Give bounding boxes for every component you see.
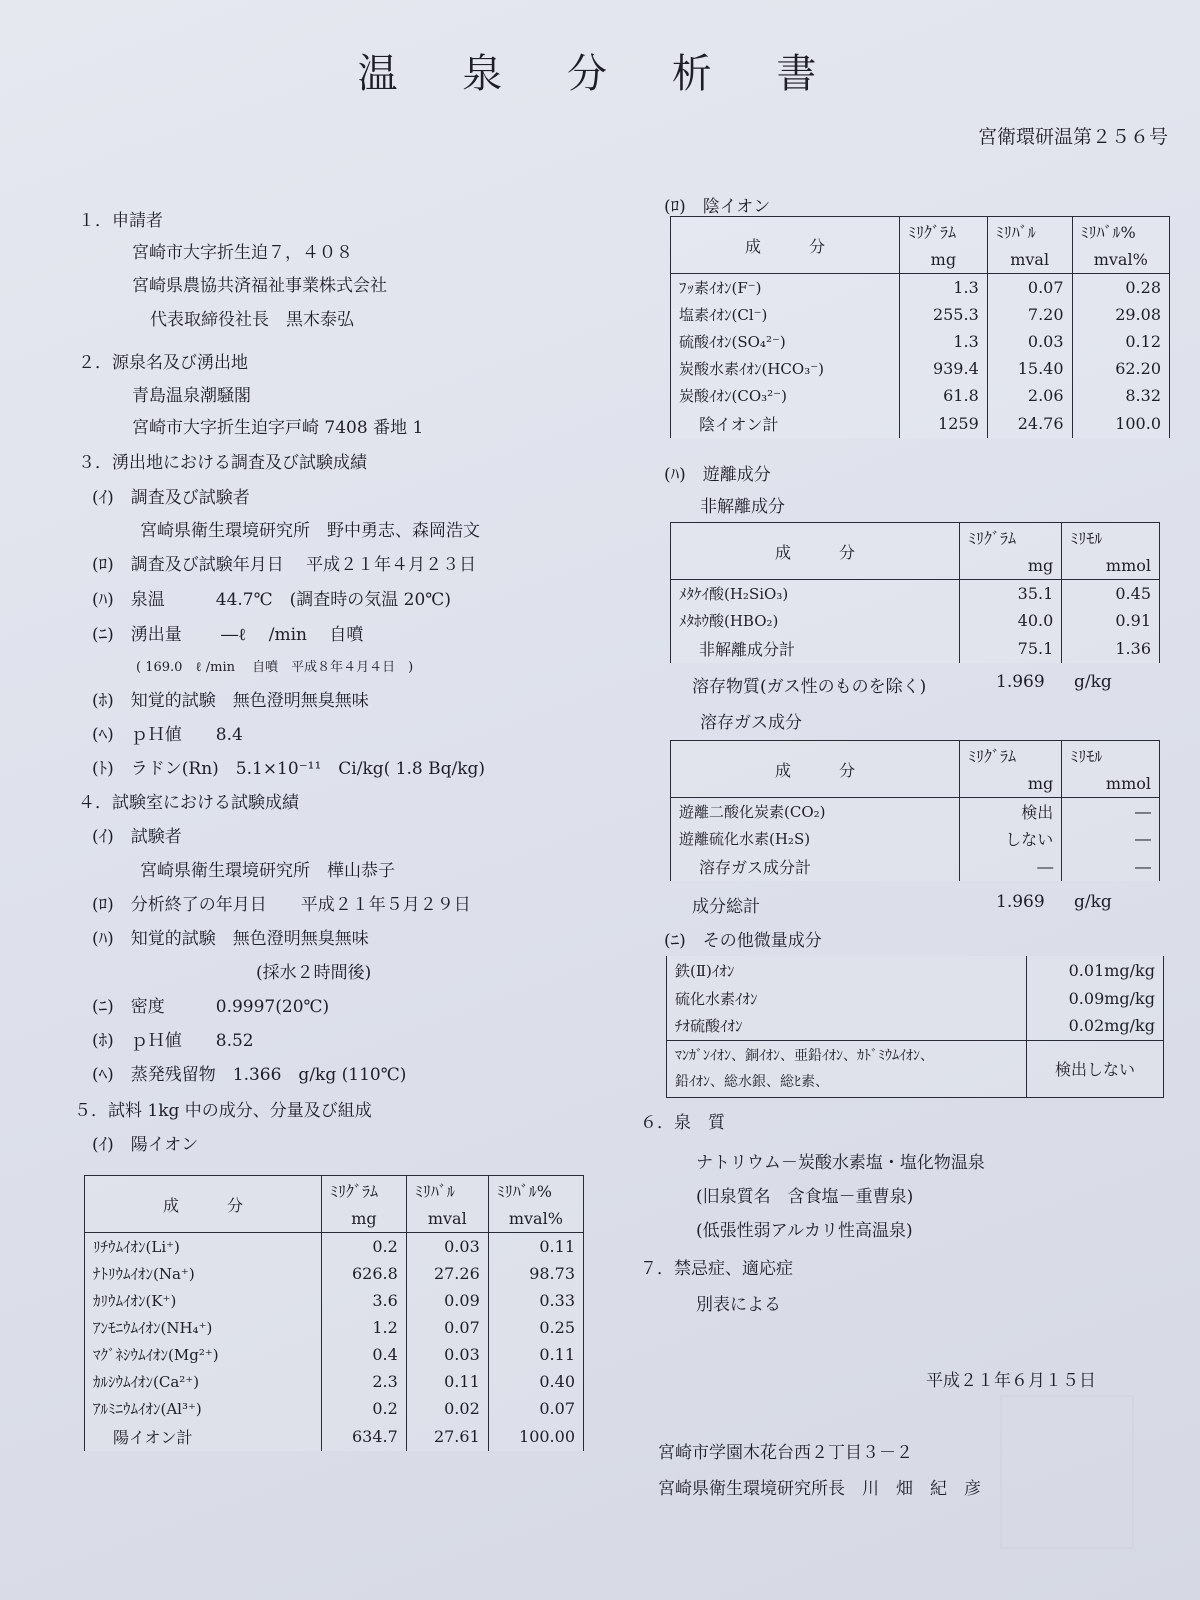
component-name: ｱﾝﾓﾆｳﾑｲｵﾝ(NH₄⁺) — [85, 1314, 322, 1341]
spring-quality: ナトリウム－炭酸水素塩・塩化物温泉 — [696, 1153, 985, 1173]
anion-table — [670, 216, 1170, 438]
spring-quality-class: (低張性弱アルカリ性高温泉) — [696, 1221, 913, 1241]
col-mmol: mmol — [1062, 551, 1160, 580]
applicant-representative: 代表取締役社長 黒木泰弘 — [150, 310, 354, 330]
col-component: 成 分 — [85, 1176, 322, 1233]
total-pct: 100.0 — [1072, 409, 1169, 438]
component-name: ﾌｯ素ｲｵﾝ(F⁻) — [671, 274, 900, 301]
dissolved-solids-value: 1.969 — [996, 672, 1045, 692]
value-mmol: 0.91 — [1062, 607, 1160, 634]
trace-value: 0.09mg/kg — [1027, 984, 1164, 1012]
table-row — [85, 1287, 584, 1314]
trace-undetected-value: 検出しない — [1027, 1040, 1164, 1097]
issuer-address: 宮崎市学園木花台西２丁目３－２ — [658, 1443, 913, 1463]
value-mval: 2.06 — [987, 382, 1072, 409]
component-name: 塩素ｲｵﾝ(Cl⁻) — [671, 301, 900, 328]
dissolved-gas-table — [670, 740, 1160, 881]
col-mval: mval — [987, 245, 1072, 274]
s4-sensory-note: (採水２時間後) — [256, 963, 372, 983]
cation-table — [84, 1175, 584, 1451]
value-pct: 62.20 — [1072, 355, 1169, 382]
col-mg-top: ﾐﾘｸﾞﾗﾑ — [960, 523, 1062, 552]
s3-investigator-value: 宮崎県衛生環境研究所 野中勇志、森岡浩文 — [140, 521, 480, 541]
source-name: 青島温泉潮騒閣 — [132, 386, 251, 406]
value-mg: 1.3 — [900, 274, 988, 301]
component-name: 炭酸水素ｲｵﾝ(HCO₃⁻) — [671, 355, 900, 382]
s4-evaporation-residue: (ﾍ) 蒸発残留物 1.366 g/kg (110℃) — [92, 1065, 407, 1085]
component-name: ﾒﾀｹｲ酸(H₂SiO₃) — [671, 580, 960, 607]
s4-ph-value: (ﾎ) ｐＨ値 8.52 — [92, 1031, 254, 1051]
value-mg: 0.4 — [322, 1341, 407, 1368]
dissolved-gas-label: 溶存ガス成分 — [700, 713, 802, 733]
total-mval: 24.76 — [987, 409, 1072, 438]
table-row — [671, 274, 1170, 301]
table-row — [85, 1260, 584, 1287]
total-name: 陰イオン計 — [671, 409, 900, 438]
value-mg: 40.0 — [960, 607, 1062, 634]
total-mmol: 1.36 — [1062, 634, 1160, 663]
value-mg: 3.6 — [322, 1287, 407, 1314]
value-mval: 0.02 — [406, 1395, 488, 1422]
s3-survey-date: (ﾛ) 調査及び試験年月日 平成２１年４月２３日 — [92, 555, 477, 575]
s3-ph-value: (ﾍ) ｐＨ値 8.4 — [92, 725, 243, 745]
s3-flow-rate: (ﾆ) 湧出量 ―ℓ /min 自噴 — [92, 625, 364, 645]
total-name: 陽イオン計 — [85, 1422, 322, 1451]
s4-tester-value: 宮崎県衛生環境研究所 樺山恭子 — [140, 861, 395, 881]
total-name: 溶存ガス成分計 — [671, 852, 960, 881]
trace-row — [667, 956, 1164, 984]
col-component: 成 分 — [671, 741, 960, 798]
value-mmol: ― — [1062, 798, 1160, 825]
s3-spring-temperature: (ﾊ) 泉温 44.7℃ (調査時の気温 20℃) — [92, 590, 451, 610]
value-mval: 0.11 — [406, 1368, 488, 1395]
component-name: ｶﾙｼｳﾑｲｵﾝ(Ca²⁺) — [85, 1368, 322, 1395]
total-name: 非解離成分計 — [671, 634, 960, 663]
indications-note: 別表による — [696, 1295, 781, 1315]
table-row — [85, 1368, 584, 1395]
col-mg-top: ﾐﾘｸﾞﾗﾑ — [960, 741, 1062, 770]
document-number: 宮衛環研温第２５６号 — [977, 126, 1168, 148]
value-mval: 0.03 — [406, 1233, 488, 1260]
section-4-heading: ４．試験室における試験成績 — [78, 793, 299, 813]
value-pct: 0.40 — [488, 1368, 583, 1395]
s3-radon: (ﾄ) ラドン(Rn) 5.1×10⁻¹¹ Ci/kg( 1.8 Bq/kg) — [92, 759, 486, 779]
value-mg: 1.2 — [322, 1314, 407, 1341]
anion-label: (ﾛ) 陰イオン — [664, 197, 771, 217]
trace-row — [667, 984, 1164, 1012]
value-pct: 98.73 — [488, 1260, 583, 1287]
value-mval: 27.26 — [406, 1260, 488, 1287]
value-mval: 0.03 — [406, 1341, 488, 1368]
dissolved-solids-label: 溶存物質(ガス性のものを除く) — [692, 677, 927, 697]
value-mg: 2.3 — [322, 1368, 407, 1395]
col-mmol-top: ﾐﾘﾓﾙ — [1062, 741, 1160, 770]
trace-undetected-line2: 鉛ｲｵﾝ、総水銀、総ﾋ素、 — [675, 1073, 829, 1090]
total-mg: ― — [960, 852, 1062, 881]
table-row — [85, 1395, 584, 1422]
trace-name: 鉄(Ⅱ)ｲｵﾝ — [667, 956, 1027, 984]
total-mmol: ― — [1062, 852, 1160, 881]
section-3-heading: ３．湧出地における調査及び試験成績 — [78, 453, 367, 473]
section-6-heading: ６．泉 質 — [640, 1113, 725, 1133]
col-pct: mval% — [488, 1204, 583, 1233]
table-row — [671, 355, 1170, 382]
total-mg: 634.7 — [322, 1422, 407, 1451]
cation-label: (ｲ) 陽イオン — [92, 1135, 199, 1155]
section-2-heading: ２．源泉名及び湧出地 — [78, 353, 248, 373]
trace-table — [666, 956, 1164, 1098]
s3-sensory-test: (ﾎ) 知覚的試験 無色澄明無臭無味 — [92, 691, 369, 711]
col-mval-top: ﾐﾘﾊﾞﾙ — [406, 1176, 488, 1205]
value-mval: 0.03 — [987, 328, 1072, 355]
col-mval: mval — [406, 1204, 488, 1233]
table-row — [671, 607, 1160, 634]
official-seal — [1000, 1395, 1134, 1549]
s4-analysis-date: (ﾛ) 分析終了の年月日 平成２１年５月２９日 — [92, 895, 471, 915]
col-mmol-top: ﾐﾘﾓﾙ — [1062, 523, 1160, 552]
grand-total-unit: g/kg — [1074, 892, 1112, 912]
table-total-row — [671, 852, 1160, 881]
value-mval: 7.20 — [987, 301, 1072, 328]
source-location: 宮崎市大字折生迫字戸崎 7408 番地 1 — [132, 418, 424, 438]
col-mmol: mmol — [1062, 769, 1160, 798]
table-row — [671, 798, 1160, 825]
col-mg-top: ﾐﾘｸﾞﾗﾑ — [900, 217, 988, 246]
total-pct: 100.00 — [488, 1422, 583, 1451]
free-components-label: (ﾊ) 遊離成分 — [664, 465, 771, 485]
applicant-address: 宮崎市大字折生迫７，４０８ — [132, 243, 353, 263]
table-row — [85, 1233, 584, 1260]
table-total-row — [85, 1422, 584, 1451]
document-title: 温 泉 分 析 書 — [357, 51, 843, 97]
value-mval: 0.07 — [406, 1314, 488, 1341]
value-pct: 0.12 — [1072, 328, 1169, 355]
table-row — [85, 1314, 584, 1341]
value-mval: 0.09 — [406, 1287, 488, 1314]
applicant-company: 宮崎県農協共済福祉事業株式会社 — [132, 276, 387, 296]
value-mg: 35.1 — [960, 580, 1062, 607]
trace-name: ﾁｵ硫酸ｲｵﾝ — [667, 1012, 1027, 1040]
component-name: ﾒﾀﾎｳ酸(HBO₂) — [671, 607, 960, 634]
table-row — [671, 825, 1160, 852]
component-name: ｶﾘｳﾑｲｵﾝ(K⁺) — [85, 1287, 322, 1314]
dissolved-solids-unit: g/kg — [1074, 672, 1112, 692]
table-row — [671, 328, 1170, 355]
value-mg: 検出 — [960, 798, 1062, 825]
component-name: ﾏｸﾞﾈｼｳﾑｲｵﾝ(Mg²⁺) — [85, 1341, 322, 1368]
value-mg: 1.3 — [900, 328, 988, 355]
s4-tester-label: (ｲ) 試験者 — [92, 827, 182, 847]
value-pct: 0.07 — [488, 1395, 583, 1422]
value-pct: 0.25 — [488, 1314, 583, 1341]
col-pct: mval% — [1072, 245, 1169, 274]
table-row — [671, 301, 1170, 328]
total-mg: 1259 — [900, 409, 988, 438]
table-row — [671, 580, 1160, 607]
table-total-row — [671, 409, 1170, 438]
value-mg: 255.3 — [900, 301, 988, 328]
component-name: ﾅﾄﾘｳﾑｲｵﾝ(Na⁺) — [85, 1260, 322, 1287]
col-mg: mg — [322, 1204, 407, 1233]
total-mval: 27.61 — [406, 1422, 488, 1451]
section-5-heading: ５．試料 1kg 中の成分、分量及び組成 — [74, 1101, 372, 1121]
spring-quality-old-name: (旧泉質名 含食塩－重曹泉) — [696, 1187, 914, 1207]
col-mg: mg — [960, 769, 1062, 798]
value-mg: 626.8 — [322, 1260, 407, 1287]
value-mval: 0.07 — [987, 274, 1072, 301]
value-mg: しない — [960, 825, 1062, 852]
value-pct: 29.08 — [1072, 301, 1169, 328]
component-name: 炭酸ｲｵﾝ(CO₃²⁻) — [671, 382, 900, 409]
component-name: 硫酸ｲｵﾝ(SO₄²⁻) — [671, 328, 900, 355]
section-7-heading: ７．禁忌症、適応症 — [640, 1259, 793, 1279]
value-mg: 939.4 — [900, 355, 988, 382]
nondissociated-label: 非解離成分 — [700, 497, 785, 517]
component-name: ｱﾙﾐﾆｳﾑｲｵﾝ(Al³⁺) — [85, 1395, 322, 1422]
s3-flow-note: ( 169.0 ℓ /min 自噴 平成８年４月４日 ) — [136, 660, 414, 675]
value-mg: 0.2 — [322, 1233, 407, 1260]
s4-density: (ﾆ) 密度 0.9997(20℃) — [92, 997, 330, 1017]
section-1-heading: １．申請者 — [78, 211, 163, 231]
col-pct-top: ﾐﾘﾊﾞﾙ% — [1072, 217, 1169, 246]
grand-total-value: 1.969 — [996, 892, 1045, 912]
value-pct: 0.28 — [1072, 274, 1169, 301]
value-mg: 61.8 — [900, 382, 988, 409]
table-total-row — [671, 634, 1160, 663]
trace-undetected-list — [667, 1040, 1027, 1097]
trace-value: 0.01mg/kg — [1027, 956, 1164, 984]
issuer-signatory: 宮崎県衛生環境研究所長 川 畑 紀 彦 — [658, 1479, 981, 1499]
value-mval: 15.40 — [987, 355, 1072, 382]
col-mg: mg — [900, 245, 988, 274]
trace-undetected-line1: ﾏﾝｶﾞﾝｲｵﾝ、銅ｲｵﾝ、亜鉛ｲｵﾝ、ｶﾄﾞﾐｳﾑｲｵﾝ、 — [675, 1047, 934, 1064]
trace-value: 0.02mg/kg — [1027, 1012, 1164, 1040]
grand-total-label: 成分総計 — [692, 897, 760, 917]
value-pct: 8.32 — [1072, 382, 1169, 409]
issue-date: 平成２１年６月１５日 — [926, 1371, 1096, 1391]
trace-row — [667, 1012, 1164, 1040]
component-name: 遊離硫化水素(H₂S) — [671, 825, 960, 852]
col-component: 成 分 — [671, 523, 960, 580]
s3-investigator-label: (ｲ) 調査及び試験者 — [92, 488, 250, 508]
value-pct: 0.11 — [488, 1341, 583, 1368]
value-mg: 0.2 — [322, 1395, 407, 1422]
total-mg: 75.1 — [960, 634, 1062, 663]
value-pct: 0.11 — [488, 1233, 583, 1260]
value-mmol: 0.45 — [1062, 580, 1160, 607]
component-name: 遊離二酸化炭素(CO₂) — [671, 798, 960, 825]
trace-label: (ﾆ) その他微量成分 — [664, 931, 822, 951]
col-pct-top: ﾐﾘﾊﾞﾙ% — [488, 1176, 583, 1205]
col-mg: mg — [960, 551, 1062, 580]
col-component: 成 分 — [671, 217, 900, 274]
nondissociated-table — [670, 522, 1160, 663]
table-row — [85, 1341, 584, 1368]
table-row — [671, 382, 1170, 409]
col-mg-top: ﾐﾘｸﾞﾗﾑ — [322, 1176, 407, 1205]
value-mmol: ― — [1062, 825, 1160, 852]
trace-name: 硫化水素ｲｵﾝ — [667, 984, 1027, 1012]
value-pct: 0.33 — [488, 1287, 583, 1314]
component-name: ﾘﾁｳﾑｲｵﾝ(Li⁺) — [85, 1233, 322, 1260]
s4-sensory-test: (ﾊ) 知覚的試験 無色澄明無臭無味 — [92, 929, 369, 949]
col-mval-top: ﾐﾘﾊﾞﾙ — [987, 217, 1072, 246]
